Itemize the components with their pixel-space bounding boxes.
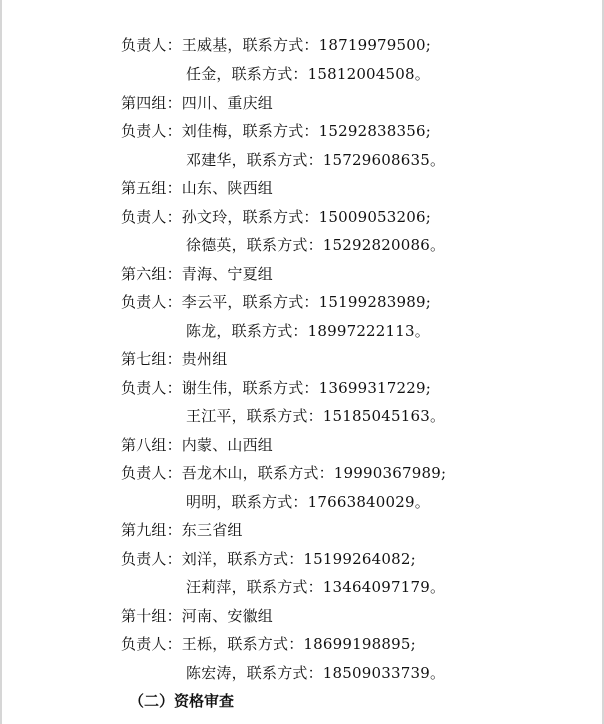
- group-heading: 第八组：内蒙、山西组: [121, 436, 274, 454]
- contact-line: 负责人：孙文玲，联系方式：15009053206;: [121, 208, 432, 226]
- page-edge-left: [0, 0, 2, 724]
- contact-line: 负责人：王栎，联系方式：18699198895;: [121, 635, 416, 653]
- contact-line: 负责人：李云平，联系方式：15199283989;: [121, 293, 432, 311]
- group-heading: 第七组：贵州组: [121, 350, 228, 368]
- contact-line: 负责人：谢生伟，联系方式：13699317229;: [121, 379, 432, 397]
- contact-line: 负责人：吾龙木山，联系方式：19990367989;: [121, 464, 447, 482]
- contact-line: 任金，联系方式：15812004508。: [186, 65, 430, 83]
- group-heading: 第十组：河南、安徽组: [121, 607, 274, 625]
- group-heading: 第九组：东三省组: [121, 521, 243, 539]
- contact-line: 负责人：刘佳梅，联系方式：15292838356;: [121, 122, 432, 140]
- contact-line: 汪莉萍，联系方式：13464097179。: [186, 578, 446, 596]
- contact-line: 明明，联系方式：17663840029。: [186, 493, 430, 511]
- contact-line: 负责人：王威基，联系方式：18719979500;: [121, 36, 432, 54]
- group-heading: 第四组：四川、重庆组: [121, 94, 274, 112]
- contact-line: 陈龙，联系方式：18997222113。: [186, 322, 430, 340]
- contact-line: 负责人：刘洋，联系方式：15199264082;: [121, 550, 416, 568]
- contact-line: 徐德英，联系方式：15292820086。: [186, 236, 446, 254]
- contact-line: 陈宏涛，联系方式：18509033739。: [186, 664, 446, 682]
- section-heading: （二）资格审查: [129, 692, 235, 710]
- group-heading: 第六组：青海、宁夏组: [121, 265, 274, 283]
- contact-line: 邓建华，联系方式：15729608635。: [186, 151, 446, 169]
- contact-line: 王江平，联系方式：15185045163。: [186, 407, 446, 425]
- group-heading: 第五组：山东、陕西组: [121, 179, 274, 197]
